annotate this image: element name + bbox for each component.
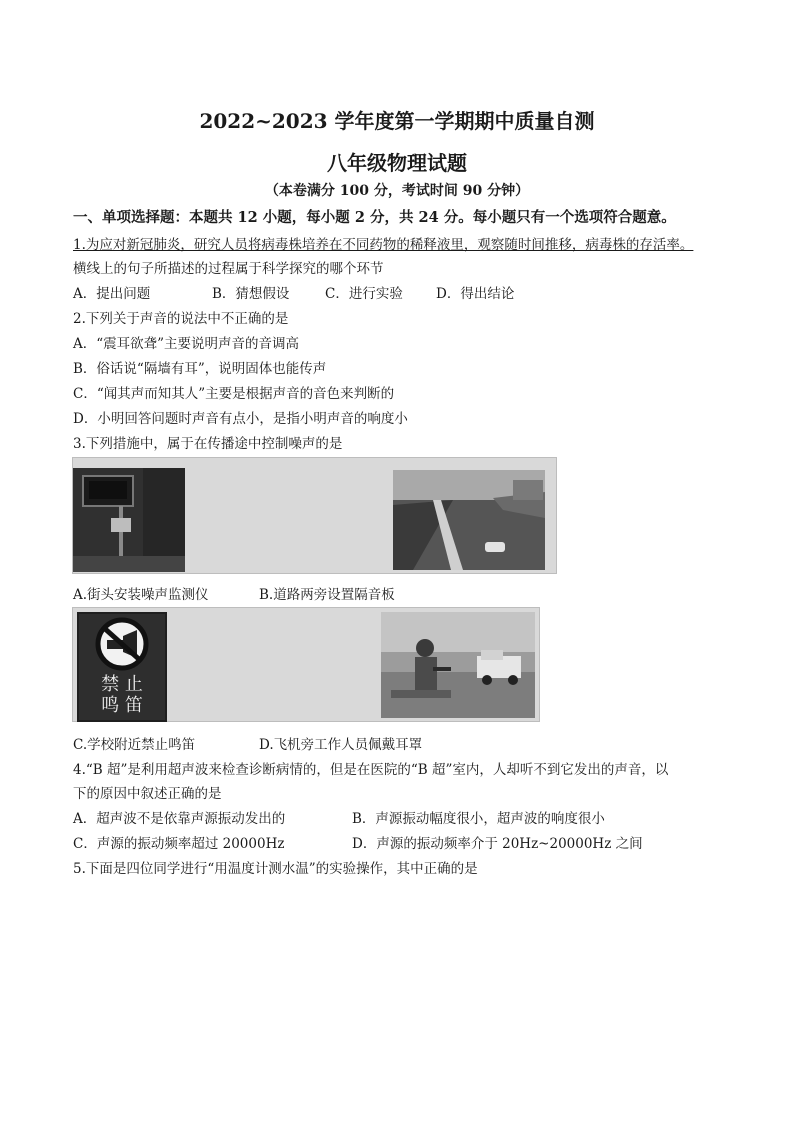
q2-stem: 2.下列关于声音的说法中不正确的是 — [73, 311, 289, 327]
exam-subtitle: 八年级物理试题 — [327, 151, 467, 175]
q4-stem-line2: 下的原因中叙述正确的是 — [73, 786, 222, 802]
q2-option-d: D．小明回答问题时声音有点小，是指小明声音的响度小 — [73, 411, 408, 427]
q4-option-d: D．声源的振动频率介于 20Hz~20000Hz 之间 — [352, 836, 643, 852]
q2-option-b: B．俗话说“隔墙有耳”，说明固体也能传声 — [73, 361, 327, 377]
q4-option-a: A．超声波不是依靠声源振动发出的 — [73, 811, 286, 827]
q1-option-c: C．进行实验 — [325, 286, 403, 302]
q4-stem-line1: 4.“B 超”是利用超声波来检查诊断病情的，但是在医院的“B 超”室内，人却听不到它发出的声音，以 — [73, 762, 669, 778]
no-honking-sign — [77, 612, 167, 722]
sound-barrier-road-photo — [393, 470, 545, 570]
q1-stem-underlined: 1.为应对新冠肺炎，研究人员将病毒株培养在不同药物的稀释液里，观察随时间推移，病毒株的存活率。 — [73, 237, 694, 253]
q3-image-strip-bottom — [72, 607, 540, 722]
exam-note: （本卷满分 100 分，考试时间 90 分钟） — [264, 183, 530, 199]
airport-worker-photo — [381, 612, 535, 718]
sign-char-2: 止 — [124, 674, 143, 695]
sign-char-4: 笛 — [124, 695, 143, 716]
q3-caption-c: C.学校附近禁止鸣笛 — [73, 737, 196, 753]
q5-stem: 5.下面是四位同学进行“用温度计测水温”的实验操作，其中正确的是 — [73, 861, 478, 877]
q4-option-c: C．声源的振动频率超过 20000Hz — [73, 836, 285, 852]
q1-option-d: D．得出结论 — [436, 286, 515, 302]
q2-option-c: C．“闻其声而知其人”主要是根据声音的音色来判断的 — [73, 386, 395, 402]
sign-char-1: 禁 — [101, 674, 120, 695]
no-horn-icon — [79, 614, 165, 674]
q3-caption-a: A.街头安装噪声监测仪 — [73, 587, 209, 603]
q3-stem: 3.下列措施中，属于在传播途中控制噪声的是 — [73, 436, 343, 452]
exam-title: 2022~2023 学年度第一学期期中质量自测 — [199, 109, 595, 133]
q3-caption-b: B.道路两旁设置隔音板 — [259, 587, 395, 603]
q1-option-b: B．猜想假设 — [212, 286, 290, 302]
noise-monitor-photo — [73, 468, 185, 572]
q1-stem-continued: 横线上的句子所描述的过程属于科学探究的哪个环节 — [73, 261, 384, 277]
q3-image-strip-top — [72, 457, 557, 574]
q1-option-a: A．提出问题 — [73, 286, 151, 302]
sign-char-3: 鸣 — [101, 695, 120, 716]
q2-option-a: A．“震耳欲聋”主要说明声音的音调高 — [73, 336, 300, 352]
q3-caption-d: D.飞机旁工作人员佩戴耳罩 — [259, 737, 423, 753]
q4-option-b: B．声源振动幅度很小，超声波的响度很小 — [352, 811, 605, 827]
section-heading: 一、单项选择题：本题共 12 小题，每小题 2 分，共 24 分。每小题只有一个选项符合题意。 — [73, 209, 676, 226]
